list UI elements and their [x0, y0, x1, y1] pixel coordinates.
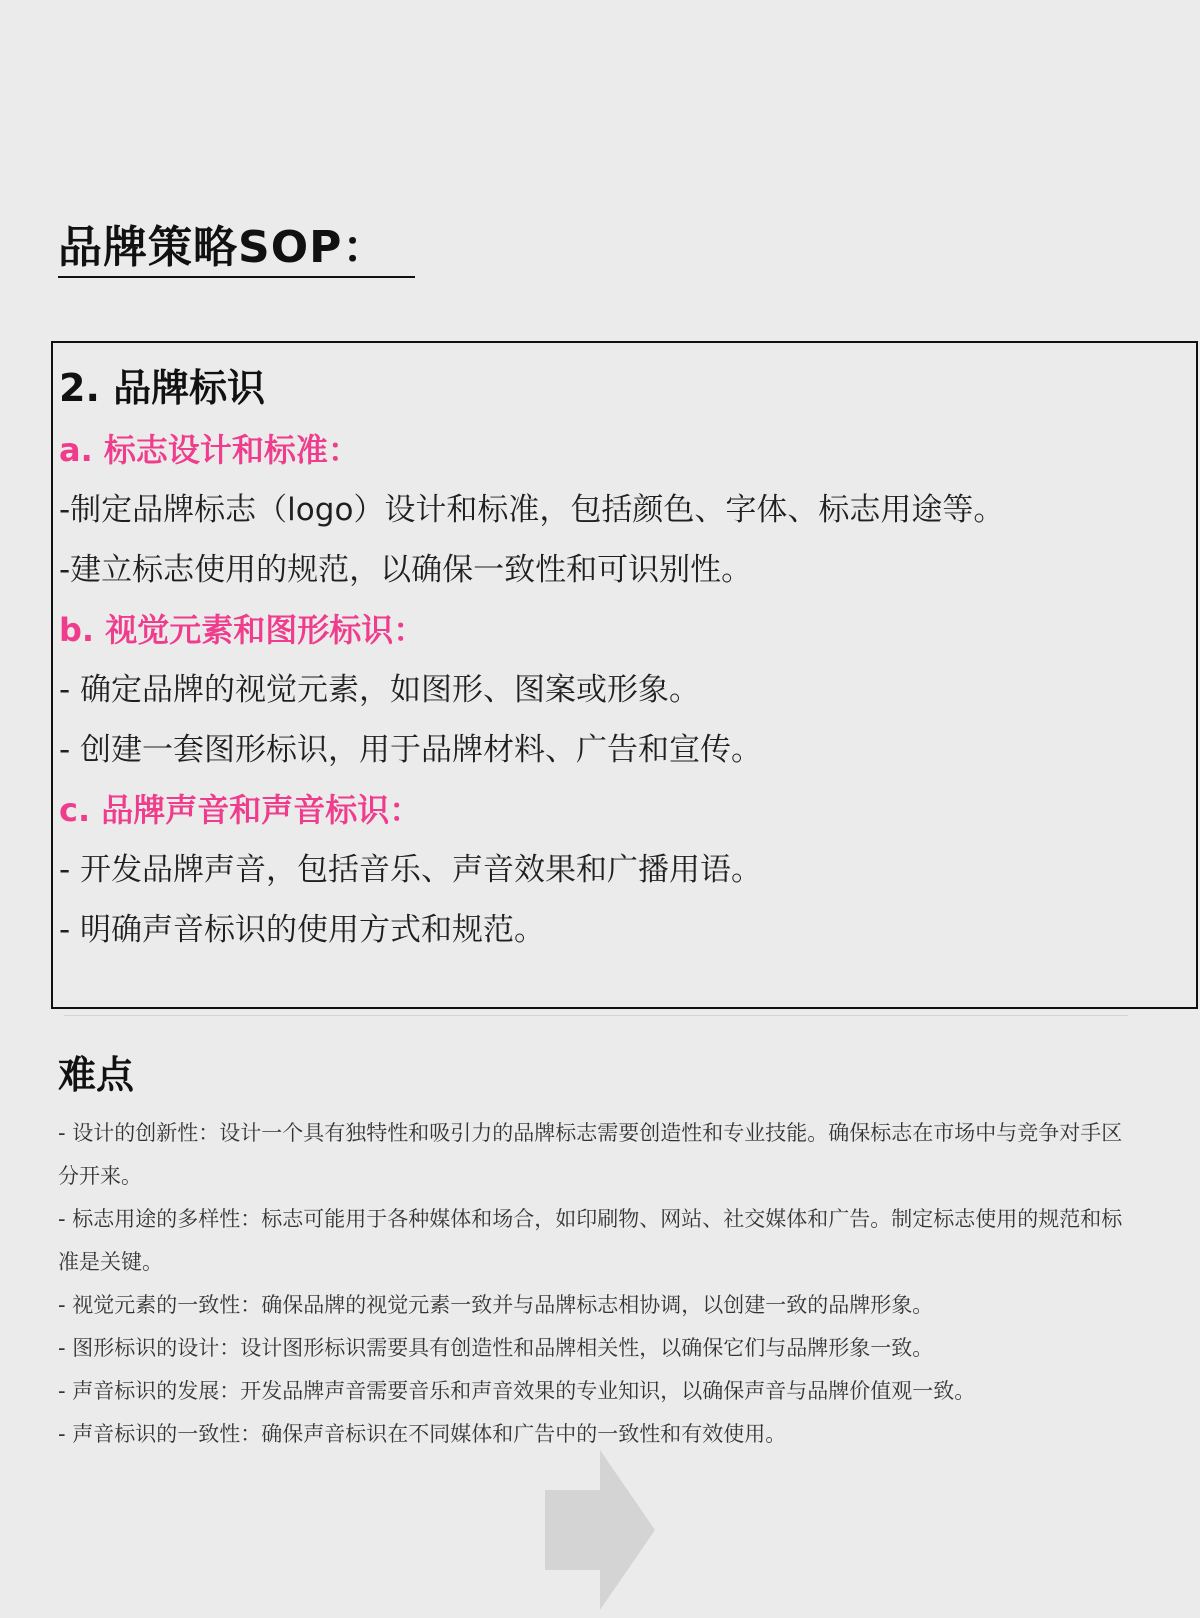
list-item: -制定品牌标志（logo）设计和标准，包括颜色、字体、标志用途等。: [59, 492, 1005, 528]
right-arrow-icon: [545, 1450, 655, 1614]
difficulty-item: - 标志用途的多样性：标志可能用于各种媒体和场合，如印刷物、网站、社交媒体和广告。制定标志使用的规范和标准是关键。: [58, 1207, 1123, 1274]
difficulty-item: - 声音标识的一致性：确保声音标识在不同媒体和广告中的一致性和有效使用。: [58, 1422, 787, 1446]
list-item: - 确定品牌的视觉元素，如图形、图案或形象。: [59, 672, 701, 708]
difficulty-item: - 视觉元素的一致性：确保品牌的视觉元素一致并与品牌标志相协调，以创建一致的品牌形象。: [58, 1293, 934, 1317]
difficulty-item: - 图形标识的设计：设计图形标识需要具有创造性和品牌相关性，以确保它们与品牌形象一致。: [58, 1336, 934, 1360]
difficulties-title: 难点: [58, 1053, 135, 1097]
difficulty-item: - 设计的创新性：设计一个具有独特性和吸引力的品牌标志需要创造性和专业技能。确保标志在市场中与竞争对手区分开来。: [58, 1121, 1123, 1188]
subsection-heading-logo: a. 标志设计和标准：: [59, 431, 360, 469]
page-title-wrapper: [58, 222, 415, 278]
subsection-heading-visual: b. 视觉元素和图形标识：: [59, 611, 426, 649]
divider: [64, 1015, 1128, 1016]
brand-identity-box: [51, 341, 1198, 1009]
difficulty-item: - 声音标识的发展：开发品牌声音需要音乐和声音效果的专业知识，以确保声音与品牌价值观一致。: [58, 1379, 976, 1403]
section-title: 2. 品牌标识: [59, 366, 266, 410]
page-title: 品牌策略SOP：: [58, 222, 388, 273]
list-item: - 创建一套图形标识，用于品牌材料、广告和宣传。: [59, 732, 763, 768]
difficulties-list: [58, 1112, 1138, 1456]
subsection-heading-sound: c. 品牌声音和声音标识：: [59, 791, 422, 829]
list-item: -建立标志使用的规范，以确保一致性和可识别性。: [59, 552, 753, 588]
list-item: - 明确声音标识的使用方式和规范。: [59, 912, 546, 948]
list-item: - 开发品牌声音，包括音乐、声音效果和广播用语。: [59, 852, 763, 888]
